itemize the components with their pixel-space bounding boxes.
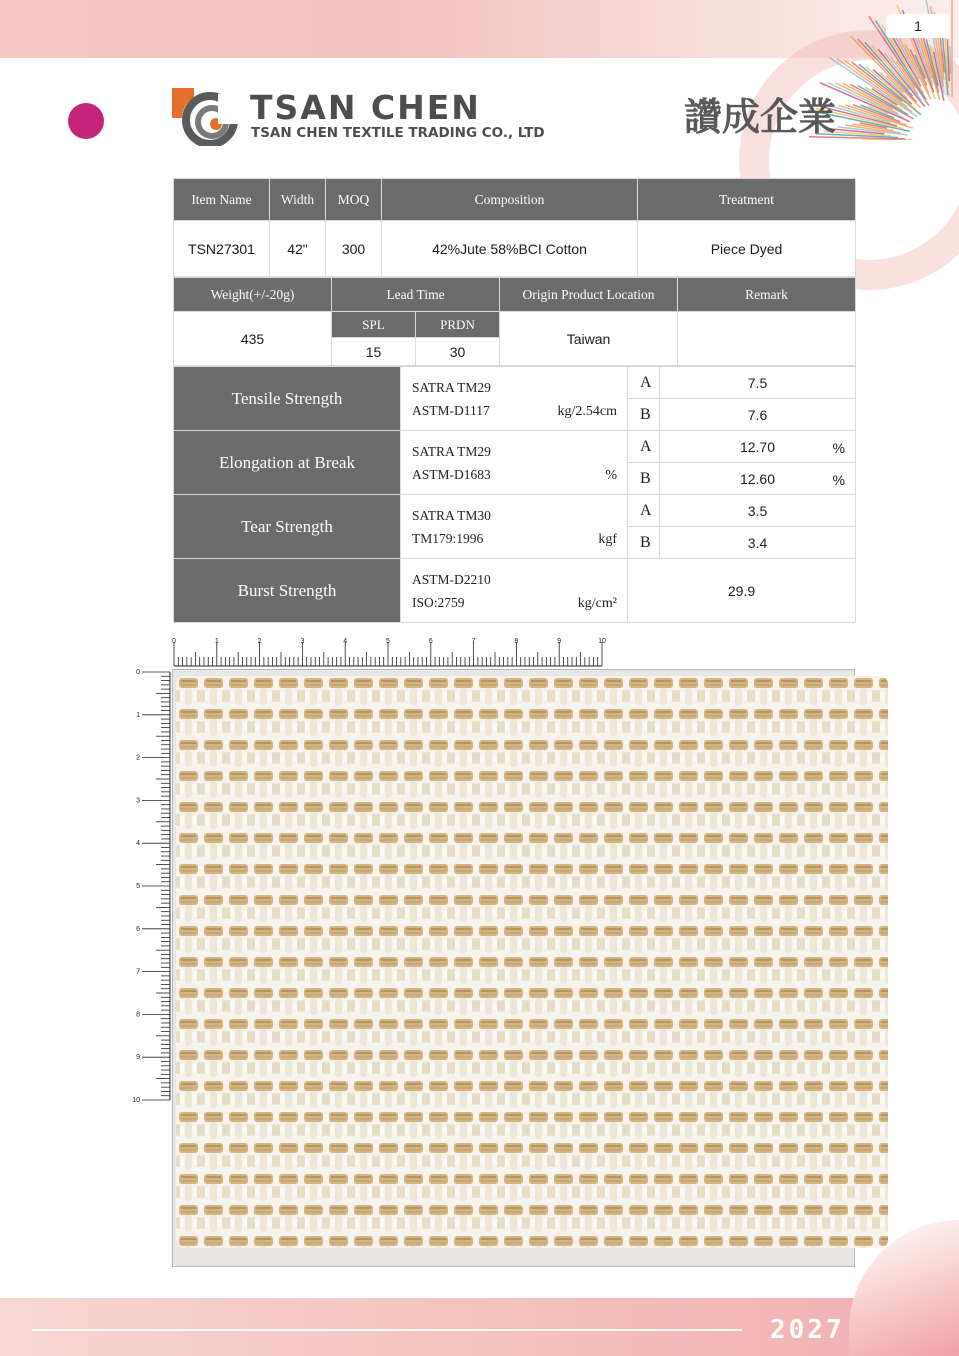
- prdn-value: 30: [416, 338, 500, 366]
- ruler-top-label: 6: [428, 638, 433, 645]
- header-width: Width: [270, 179, 326, 221]
- weight-value: 435: [174, 312, 332, 366]
- spl-value: 15: [332, 338, 416, 366]
- result-value: 7.5: [747, 374, 768, 391]
- test-name: Tensile Strength: [174, 367, 401, 431]
- item-name-value: TSN27301: [174, 221, 270, 277]
- page-number: 1: [886, 14, 950, 38]
- ruler-top-label: 10: [598, 638, 606, 645]
- ruler-top-label: 8: [514, 638, 519, 645]
- result-value: 3.4: [747, 534, 768, 551]
- ruler-left-label: 8: [136, 1011, 140, 1019]
- ruler-left-label: 2: [136, 754, 140, 762]
- header-composition: Composition: [382, 179, 638, 221]
- sample-a-value: [660, 495, 856, 527]
- ruler-top-label: 2: [257, 638, 262, 645]
- ruler-top-label: 1: [214, 638, 219, 645]
- test-name: Tear Strength: [174, 495, 401, 559]
- test-method: [401, 495, 628, 559]
- remark-value: [678, 312, 856, 366]
- header-item-name: Item Name: [174, 179, 270, 221]
- method-line-1: ASTM-D2210: [412, 571, 491, 587]
- ruler-left-label: 7: [136, 968, 140, 976]
- test-method: [401, 559, 628, 623]
- composition-value: 42%Jute 58%BCI Cotton: [382, 221, 638, 277]
- header-lead-time: Lead Time: [332, 278, 500, 312]
- company-logo-icon: [172, 88, 238, 146]
- sample-a-label: A: [628, 495, 660, 527]
- width-value: 42": [270, 221, 326, 277]
- test-method: [401, 431, 628, 495]
- header-spl: SPL: [332, 312, 416, 338]
- test-name: Elongation at Break: [174, 431, 401, 495]
- ruler-left-label: 3: [136, 797, 140, 805]
- header-origin: Origin Product Location: [500, 278, 678, 312]
- ruler-top-label: 4: [343, 638, 348, 645]
- method-line-2: ISO:2759: [412, 594, 465, 610]
- ruler-top-label: 5: [386, 638, 390, 645]
- origin-value: Taiwan: [500, 312, 678, 366]
- spec-table-middle: [173, 277, 856, 366]
- ruler-left-label: 5: [136, 883, 140, 890]
- ruler-left-label: 9: [136, 1054, 140, 1062]
- ruler-left-label: 4: [136, 840, 140, 848]
- sample-b-value: [660, 399, 856, 431]
- method-line-1: SATRA TM29: [412, 443, 491, 459]
- sample-a-label: A: [628, 431, 660, 463]
- sample-b-label: B: [628, 463, 660, 495]
- test-results-table: [173, 366, 856, 623]
- ruler-left-label: 10: [132, 1097, 140, 1104]
- result-value: 12.70: [739, 438, 776, 455]
- sample-b-value: [660, 527, 856, 559]
- ruler-left-label: 1: [136, 711, 140, 719]
- test-unit: %: [605, 468, 617, 483]
- test-name: Burst Strength: [174, 559, 401, 623]
- sample-a-value: [660, 367, 856, 399]
- method-line-2: TM179:1996: [412, 530, 484, 546]
- test-unit: kg/2.54cm: [557, 404, 617, 419]
- ruler-top-label: 9: [557, 638, 562, 645]
- sample-a-value: [660, 431, 856, 463]
- ruler-top-label: 3: [300, 638, 305, 645]
- result-unit: %: [832, 472, 845, 488]
- test-unit: kg/cm²: [577, 596, 617, 611]
- method-line-2: ASTM-D1683: [412, 466, 491, 482]
- test-method: [401, 367, 628, 431]
- header-remark: Remark: [678, 278, 856, 312]
- burst-value: 29.9: [628, 559, 856, 623]
- brand-name: TSAN CHEN: [250, 88, 481, 127]
- header-moq: MOQ: [326, 179, 382, 221]
- ruler-top-label: 0: [172, 638, 176, 645]
- result-value: 3.5: [747, 502, 768, 519]
- method-line-1: SATRA TM29: [412, 379, 491, 395]
- moq-value: 300: [326, 221, 382, 277]
- fabric-swatch-image: [176, 676, 888, 1248]
- result-unit: %: [832, 440, 845, 456]
- header-treatment: Treatment: [638, 179, 856, 221]
- spec-table-top: [173, 178, 856, 277]
- company-name: TSAN CHEN TEXTILE TRADING CO., LTD: [251, 125, 545, 141]
- result-value: 12.60: [739, 470, 776, 487]
- sample-a-label: A: [628, 367, 660, 399]
- sample-b-label: B: [628, 399, 660, 431]
- spec-sheet: [173, 178, 855, 623]
- method-line-1: SATRA TM30: [412, 507, 491, 523]
- ruler-left: [130, 668, 172, 1108]
- sunburst-ray: [950, 46, 951, 74]
- method-line-2: ASTM-D1117: [412, 402, 490, 418]
- ruler-left-label: 0: [136, 669, 140, 676]
- header-weight: Weight(+/-20g): [174, 278, 332, 312]
- sample-b-label: B: [628, 527, 660, 559]
- treatment-value: Piece Dyed: [638, 221, 856, 277]
- header-prdn: PRDN: [416, 312, 500, 338]
- test-unit: kgf: [598, 532, 617, 547]
- ruler-left-label: 6: [136, 925, 140, 933]
- sample-b-value: [660, 463, 856, 495]
- ruler-top-label: 7: [471, 638, 476, 645]
- chinese-company-name: 讚成企業: [684, 95, 837, 139]
- result-value: 7.6: [747, 406, 768, 423]
- accent-dot: [68, 103, 104, 139]
- ruler-top: [170, 634, 610, 668]
- footer-line: [32, 1329, 742, 1331]
- year-mark: 2027: [770, 1315, 845, 1345]
